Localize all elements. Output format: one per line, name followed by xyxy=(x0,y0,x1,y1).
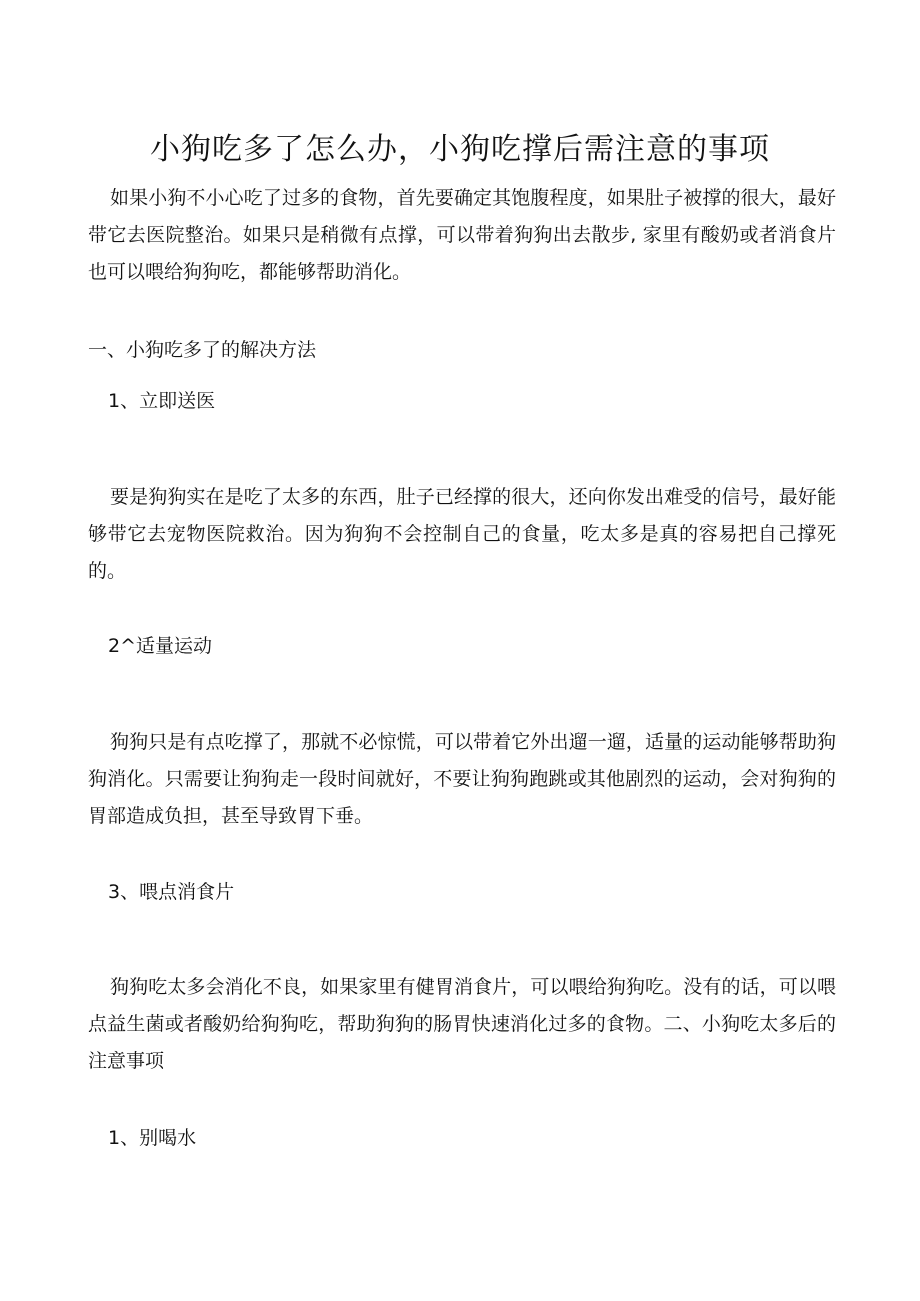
item-paragraph-send-to-vet: 要是狗狗实在是吃了太多的东西，肚子已经撑的很大，还向你发出难受的信号，最好能够带它去宠物医院救治。因为狗狗不会控制自己的食量，吃太多是真的容易把自己撑死的。 xyxy=(88,486,836,582)
item-heading-no-water: 1、别喝水 xyxy=(108,1127,197,1149)
item-heading-exercise: 2^适量运动 xyxy=(108,635,213,657)
item-paragraph-digestive-tablets: 狗狗吃太多会消化不良，如果家里有健胃消食片，可以喂给狗狗吃。没有的话，可以喂点益生菌或者酸奶给狗狗吃，帮助狗狗的肠胃快速消化过多的食物。二、小狗吃太多后的注意事项 xyxy=(88,976,836,1072)
item-paragraph-exercise: 狗狗只是有点吃撑了，那就不必惊慌，可以带着它外出遛一遛，适量的运动能够帮助狗狗消化。只需要让狗狗走一段时间就好，不要让狗狗跑跳或其他剧烈的运动，会对狗狗的胃部造成负担，甚至导致胃下垂。 xyxy=(88,731,836,827)
document-title: 小狗吃多了怎么办，小狗吃撑后需注意的事项 xyxy=(150,132,770,167)
item-heading-send-to-vet: 1、立即送医 xyxy=(108,390,216,412)
section-heading-solutions: 一、小狗吃多了的解决方法 xyxy=(88,339,317,361)
intro-paragraph: 如果小狗不小心吃了过多的食物，首先要确定其饱腹程度，如果肚子被撑的很大，最好带它去医院整治。如果只是稍微有点撑，可以带着狗狗出去散步, 家里有酸奶或者消食片也可以喂给狗狗吃，都能够帮助消化。 xyxy=(88,187,836,283)
item-heading-digestive-tablets: 3、喂点消食片 xyxy=(108,881,235,903)
